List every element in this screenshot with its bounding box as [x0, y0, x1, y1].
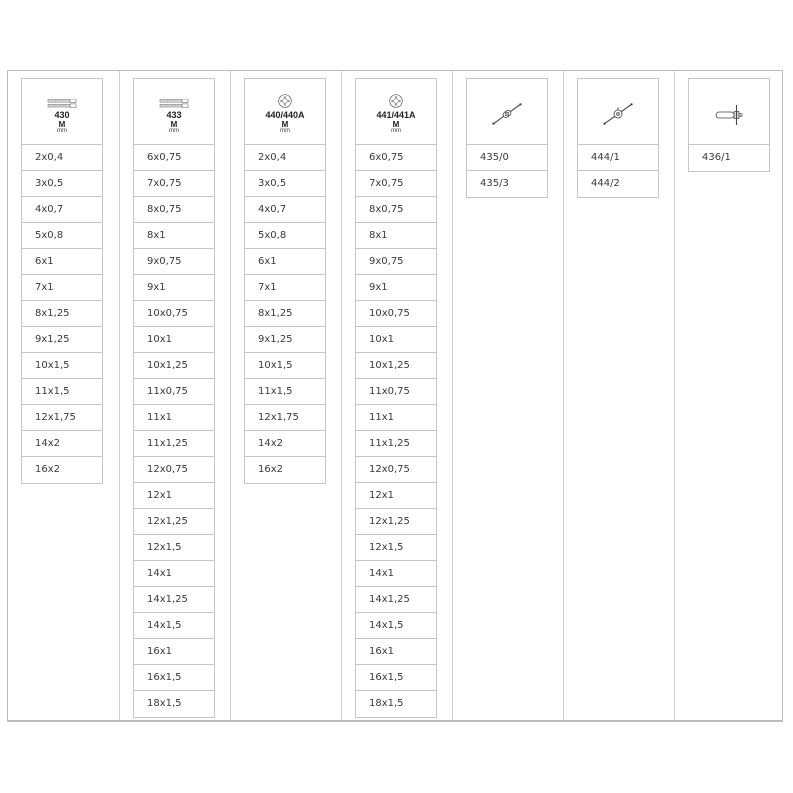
list-item: 12x1,75	[22, 405, 102, 431]
list-item: 9x0,75	[134, 249, 214, 275]
list-item: 3x0,5	[22, 171, 102, 197]
card-430	[21, 78, 103, 484]
list-item: 5x0,8	[22, 223, 102, 249]
unit-label: mm	[280, 128, 290, 134]
list-item: 12x1	[134, 483, 214, 509]
list-item: 2x0,4	[22, 145, 102, 171]
column-group-433	[119, 71, 230, 720]
card-header	[356, 79, 436, 145]
list-item: 10x1,5	[245, 353, 325, 379]
list-item: 16x1,5	[134, 665, 214, 691]
list-item: 14x1,25	[134, 587, 214, 613]
card-435	[466, 78, 548, 198]
list-item: 12x1,25	[134, 509, 214, 535]
list-item: 8x1,25	[22, 301, 102, 327]
list-item: 18x1,5	[369, 698, 404, 709]
list-item: 8x1	[134, 223, 214, 249]
list-item: 11x1	[134, 405, 214, 431]
list-item: 8x0,75	[356, 197, 436, 223]
column-group-435	[452, 71, 563, 720]
list-item: 11x0,75	[356, 379, 436, 405]
list-item: 8x1	[356, 223, 436, 249]
list-item: 11x1,5	[22, 379, 102, 405]
list-item: 16x1,5	[356, 665, 436, 691]
list-item: 7x0,75	[356, 171, 436, 197]
thread-type: M	[58, 120, 66, 129]
product-code: 441/441A	[376, 110, 416, 120]
list-item: 7x1	[22, 275, 102, 301]
list-item: 10x0,75	[356, 301, 436, 327]
list-item: 18x1,5	[147, 698, 182, 709]
list-item: 3x0,5	[245, 171, 325, 197]
list-item: 444/1	[578, 145, 658, 171]
list-item: 14x1	[134, 561, 214, 587]
list-item: 6x1	[245, 249, 325, 275]
list-item: 16x2	[35, 464, 61, 475]
list-item: 435/0	[467, 145, 547, 171]
list-item: 10x1,25	[356, 353, 436, 379]
list-item: 16x2	[258, 464, 284, 475]
list-item: 14x2	[22, 431, 102, 457]
list-item: 12x0,75	[356, 457, 436, 483]
list-item: 436/1	[702, 152, 731, 163]
list-item: 11x1	[356, 405, 436, 431]
product-code: 430	[54, 110, 70, 120]
list-item: 14x1,25	[356, 587, 436, 613]
column-group-436	[674, 71, 782, 720]
list-item: 2x0,4	[245, 145, 325, 171]
list-item: 4x0,7	[245, 197, 325, 223]
product-code: 440/440A	[265, 110, 305, 120]
list-item: 14x1,5	[134, 613, 214, 639]
thread-type: M	[281, 120, 289, 129]
column-group-430	[8, 71, 119, 720]
card-440	[244, 78, 326, 484]
column-group-440	[230, 71, 341, 720]
card-header	[467, 79, 547, 145]
list-item: 12x0,75	[134, 457, 214, 483]
card-header	[22, 79, 102, 145]
list-item: 16x1	[134, 639, 214, 665]
list-item: 9x1,25	[245, 327, 325, 353]
card-441	[355, 78, 437, 718]
list-item: 7x1	[245, 275, 325, 301]
product-code: 433	[166, 110, 182, 120]
list-item: 14x2	[245, 431, 325, 457]
list-item: 14x1	[356, 561, 436, 587]
list-item: 6x1	[22, 249, 102, 275]
thread-type: M	[392, 120, 400, 129]
list-item: 11x1,5	[245, 379, 325, 405]
list-item: 11x1,25	[134, 431, 214, 457]
thread-type: M	[170, 120, 178, 129]
list-item: 435/3	[480, 178, 509, 189]
card-header	[689, 79, 769, 145]
tool-table-frame	[7, 70, 783, 722]
tap-wrench-icon	[490, 101, 524, 131]
die-stock-icon	[601, 101, 635, 131]
list-item: 10x1,5	[22, 353, 102, 379]
list-item: 12x1	[356, 483, 436, 509]
list-item: 444/2	[591, 178, 620, 189]
list-item: 5x0,8	[245, 223, 325, 249]
list-item: 10x1,25	[134, 353, 214, 379]
list-item: 12x1,25	[356, 509, 436, 535]
list-item: 6x0,75	[134, 145, 214, 171]
list-item: 8x0,75	[134, 197, 214, 223]
list-item: 10x0,75	[134, 301, 214, 327]
list-item: 10x1	[356, 327, 436, 353]
list-item: 16x1	[356, 639, 436, 665]
card-433	[133, 78, 215, 718]
card-436	[688, 78, 770, 172]
card-header	[134, 79, 214, 145]
list-item: 9x0,75	[356, 249, 436, 275]
list-item: 11x1,25	[356, 431, 436, 457]
list-item: 8x1,25	[245, 301, 325, 327]
list-item: 6x0,75	[356, 145, 436, 171]
unit-label: mm	[57, 128, 67, 134]
card-444	[577, 78, 659, 198]
list-item: 9x1	[356, 275, 436, 301]
list-item: 12x1,5	[356, 535, 436, 561]
card-header	[245, 79, 325, 145]
t-handle-icon	[714, 104, 744, 130]
column-group-444	[563, 71, 674, 720]
card-header	[578, 79, 658, 145]
unit-label: mm	[169, 128, 179, 134]
list-item: 12x1,75	[245, 405, 325, 431]
list-item: 10x1	[134, 327, 214, 353]
list-item: 9x1	[134, 275, 214, 301]
list-item: 7x0,75	[134, 171, 214, 197]
list-item: 9x1,25	[22, 327, 102, 353]
list-item: 12x1,5	[134, 535, 214, 561]
unit-label: mm	[391, 128, 401, 134]
list-item: 4x0,7	[22, 197, 102, 223]
list-item: 14x1,5	[356, 613, 436, 639]
column-group-441	[341, 71, 452, 720]
list-item: 11x0,75	[134, 379, 214, 405]
